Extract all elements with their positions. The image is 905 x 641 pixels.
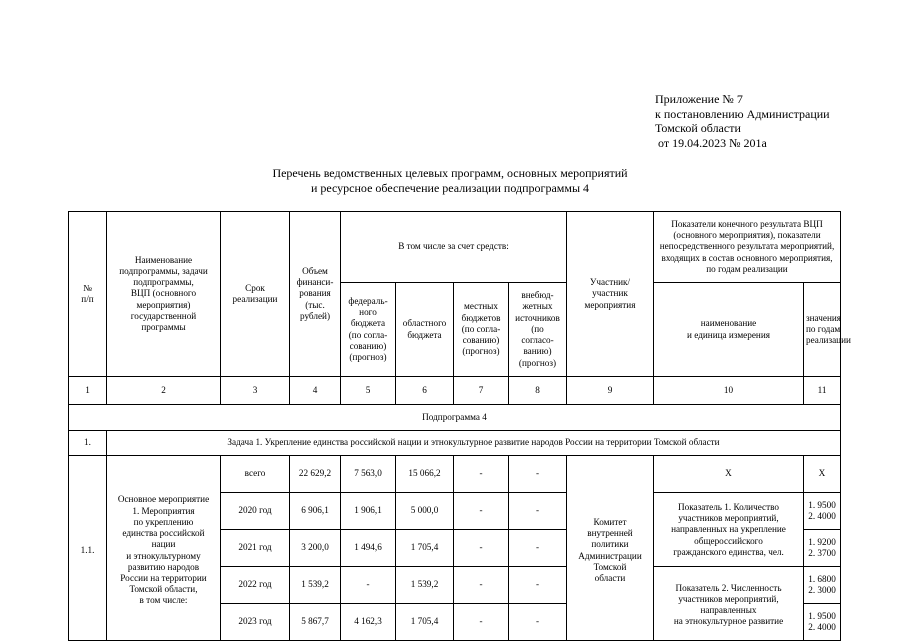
program-table <box>68 211 851 641</box>
header-col-6: областного бюджета <box>396 283 454 377</box>
header-group-sources: В том числе за счет средств: <box>341 212 567 283</box>
header-col-11: значения по годам реализации <box>804 283 841 377</box>
header-col-8: внебюд- жетных источников (по согласо- ванию) (прогноз) <box>509 283 567 377</box>
header-col-10: наименование и единица измерения <box>654 283 804 377</box>
value-line-1: 1. 9200 <box>808 536 836 547</box>
value-cell <box>804 567 841 604</box>
federal-cell: 4 162,3 <box>341 604 396 641</box>
extra-cell: - <box>509 456 567 493</box>
local-cell: - <box>454 456 509 493</box>
federal-cell: 1 906,1 <box>341 493 396 530</box>
task-text: Задача 1. Укрепление единства российской нации и этнокультурное развитие народов России на территории Томской области <box>107 431 841 456</box>
total-cell: 5 867,7 <box>290 604 341 641</box>
annex-line-4: от 19.04.2023 № 201а <box>655 135 767 150</box>
column-number-row <box>69 377 841 405</box>
period-cell: 2020 год <box>221 493 290 530</box>
extra-cell: - <box>509 604 567 641</box>
value-cell <box>804 604 841 641</box>
header-col-7: местных бюджетов (по согла- сованию) (прогноз) <box>454 283 509 377</box>
value-line-2: 2. 4000 <box>808 511 836 521</box>
value-line-2: 2. 3700 <box>808 548 836 558</box>
document-title <box>220 166 680 196</box>
total-cell: 1 539,2 <box>290 567 341 604</box>
col-number: 8 <box>509 377 567 405</box>
item-name: Основное мероприятие 1. Мероприятия по укреплению единства российской нации и этнокультурному развитию народов России на территории Томской области, в том числе: <box>107 456 221 641</box>
col-number: 9 <box>567 377 654 405</box>
col-number: 4 <box>290 377 341 405</box>
participant-cell: Комитет внутренней политики Администрации Томской области <box>567 456 654 641</box>
local-cell: - <box>454 567 509 604</box>
total-cell: 6 906,1 <box>290 493 341 530</box>
value-line-2: 2. 3000 <box>808 585 836 595</box>
total-cell: 3 200,0 <box>290 530 341 567</box>
x-mark-cell: Х <box>804 456 841 493</box>
header-col-1: № п/п <box>69 212 107 377</box>
col-number: 3 <box>221 377 290 405</box>
header-group-indicators: Показатели конечного результата ВЦП (основного мероприятия), показатели непосредственного результата мероприятий, входящих в состав основного мероприятия, по годам реализации <box>654 212 841 283</box>
annex-line-3: Томской области <box>655 121 741 135</box>
item-number: 1.1. <box>69 456 107 641</box>
col-number: 5 <box>341 377 396 405</box>
col-number: 7 <box>454 377 509 405</box>
header-col-4: Объем финанси- рования (тыс. рублей) <box>290 212 341 377</box>
x-mark-cell: Х <box>654 456 804 493</box>
col-number: 11 <box>804 377 841 405</box>
data-row-total <box>69 456 841 493</box>
indicator-2: Показатель 2. Численность участников мероприятий, направленных на этнокультурное развитие <box>654 567 804 641</box>
header-col-9: Участник/ участник мероприятия <box>567 212 654 377</box>
value-line-2: 2. 4000 <box>808 622 836 632</box>
col-number: 10 <box>654 377 804 405</box>
header-col-3: Срок реализации <box>221 212 290 377</box>
task-number: 1. <box>69 431 107 456</box>
value-line-1: 1. 9500 <box>808 499 836 510</box>
annex-header <box>655 92 895 150</box>
regional-cell: 15 066,2 <box>396 456 454 493</box>
federal-cell: 1 494,6 <box>341 530 396 567</box>
value-line-1: 1. 6800 <box>808 573 836 584</box>
col-number: 6 <box>396 377 454 405</box>
period-cell: 2022 год <box>221 567 290 604</box>
title-line-1: Перечень ведомственных целевых программ, основных мероприятий <box>272 166 628 180</box>
regional-cell: 1 705,4 <box>396 530 454 567</box>
header-row-1 <box>69 212 841 283</box>
extra-cell: - <box>509 493 567 530</box>
period-cell: 2023 год <box>221 604 290 641</box>
header-col-5: федераль- ного бюджета (по согла- сованию) (прогноз) <box>341 283 396 377</box>
annex-line-2: к постановлению Администрации <box>655 106 830 121</box>
header-col-2: Наименование подпрограммы, задачи подпрограммы, ВЦП (основного мероприятия) государственной программы <box>107 212 221 377</box>
regional-cell: 1 539,2 <box>396 567 454 604</box>
task-row <box>69 431 841 456</box>
indicator-1: Показатель 1. Количество участников мероприятий, направленных на укрепление общероссийского гражданского единства, чел. <box>654 493 804 567</box>
federal-cell: - <box>341 567 396 604</box>
period-cell: 2021 год <box>221 530 290 567</box>
total-cell: 22 629,2 <box>290 456 341 493</box>
regional-cell: 1 705,4 <box>396 604 454 641</box>
federal-cell: 7 563,0 <box>341 456 396 493</box>
col-number: 1 <box>69 377 107 405</box>
subprogram-label: Подпрограмма 4 <box>69 405 841 431</box>
annex-line-1: Приложение № 7 <box>655 92 743 106</box>
value-cell <box>804 493 841 530</box>
subprogram-row <box>69 405 841 431</box>
local-cell: - <box>454 493 509 530</box>
col-number: 2 <box>107 377 221 405</box>
title-line-2: и ресурсное обеспечение реализации подпрограммы 4 <box>310 181 590 195</box>
regional-cell: 5 000,0 <box>396 493 454 530</box>
value-cell <box>804 530 841 567</box>
period-cell: всего <box>221 456 290 493</box>
value-line-1: 1. 9500 <box>808 610 836 621</box>
local-cell: - <box>454 604 509 641</box>
extra-cell: - <box>509 530 567 567</box>
local-cell: - <box>454 530 509 567</box>
extra-cell: - <box>509 567 567 604</box>
